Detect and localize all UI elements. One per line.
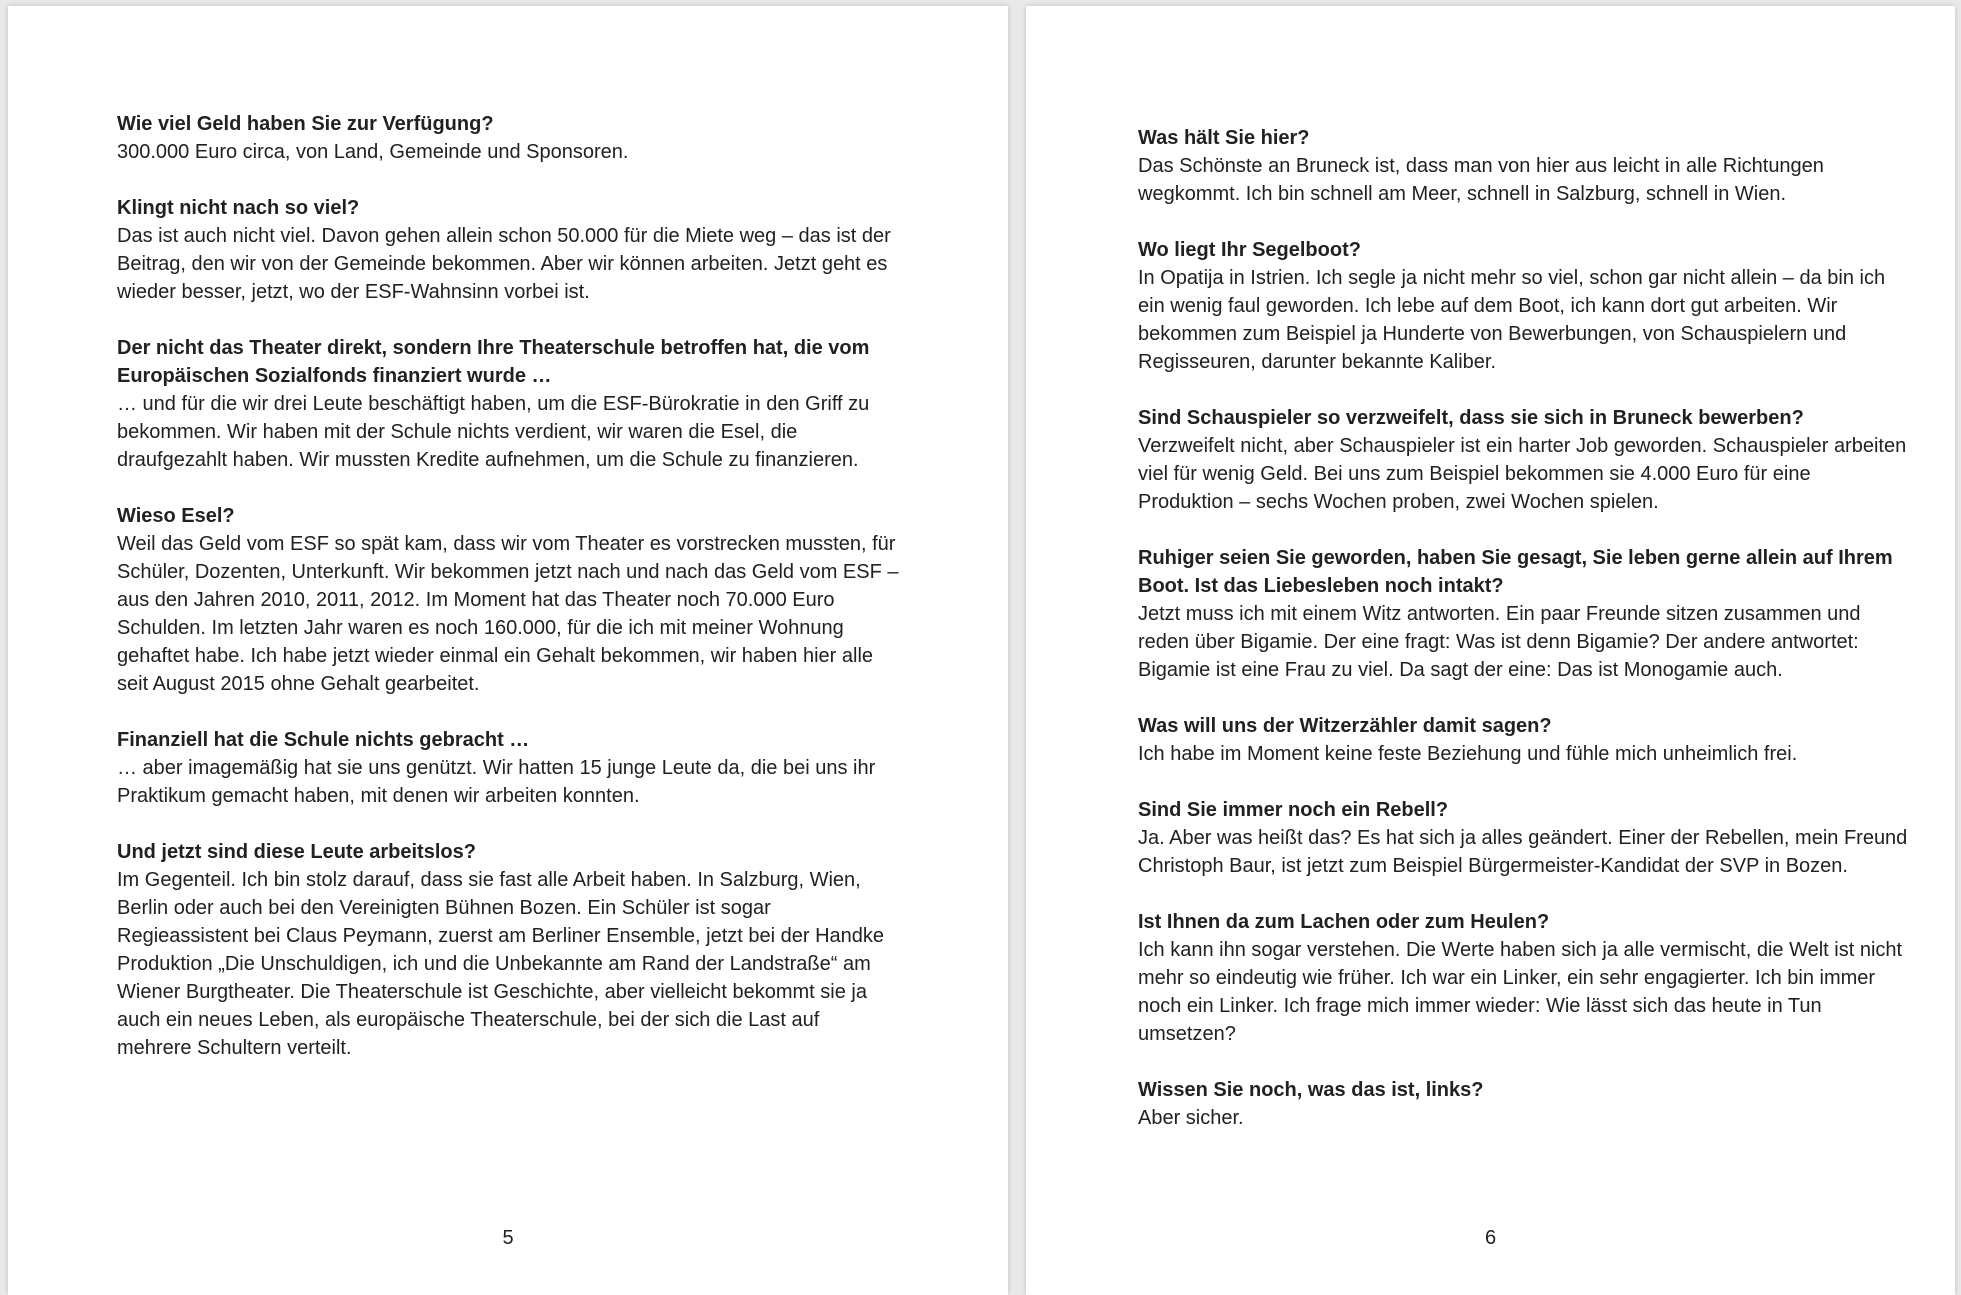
qa-block [1138,236,1910,376]
qa-block [1138,908,1910,1048]
qa-block [1138,712,1910,768]
qa-block [1138,1076,1910,1132]
interview-question: Wie viel Geld haben Sie zur Verfügung? [117,113,494,135]
page-number-5: 5 [502,1227,514,1249]
qa-block [117,726,899,810]
document-page-6 [1026,6,1955,1295]
document-page-5 [8,6,1008,1295]
qa-list-page-5 [117,110,899,1062]
interview-question: Was hält Sie hier? [1138,127,1310,149]
interview-question: Ist Ihnen da zum Lachen oder zum Heulen? [1138,911,1550,933]
interview-question: Klingt nicht nach so viel? [117,197,360,219]
interview-question: Sind Schauspieler so verzweifelt, dass sie sich in Bruneck bewerben? [1138,407,1804,429]
qa-block [1138,544,1910,684]
interview-answer: 300.000 Euro circa, von Land, Gemeinde und Sponsoren. [117,141,629,163]
qa-block [1138,796,1910,880]
interview-question: Finanziell hat die Schule nichts gebracht … [117,729,530,751]
qa-block [117,502,899,698]
interview-question: Sind Sie immer noch ein Rebell? [1138,799,1449,821]
interview-answer: Das ist auch nicht viel. Davon gehen allein schon 50.000 für die Miete weg – das ist der Beitrag, den wir von der Gemeinde bekommen. Aber wir können arbeiten. Jetzt geht es wieder besser, jetzt, wo der ESF-Wahnsinn vorbei ist. [117,225,891,303]
interview-answer: Verzweifelt nicht, aber Schauspieler ist ein harter Job geworden. Schauspieler arbeiten viel für wenig Geld. Bei uns zum Beispiel bekommen sie 4.000 Euro für eine Produktion – sechs Wochen proben, zwei Wochen spielen. [1138,435,1907,513]
interview-answer: … aber imagemäßig hat sie uns genützt. Wir hatten 15 junge Leute da, die bei uns ihr Praktikum gemacht haben, mit denen wir arbeiten konnten. [117,757,876,807]
interview-answer: Jetzt muss ich mit einem Witz antworten. Ein paar Freunde sitzen zusammen und reden über Bigamie. Der eine fragt: Was ist denn Bigamie? Der andere antwortet: Bigamie ist eine Frau zu viel. Da sagt der eine: Das ist Monogamie auch. [1138,603,1861,681]
interview-question: Was will uns der Witzerzähler damit sagen? [1138,715,1552,737]
qa-block [117,194,899,306]
interview-question: Wo liegt Ihr Segelboot? [1138,239,1361,261]
interview-answer: Ich habe im Moment keine feste Beziehung und fühle mich unheimlich frei. [1138,743,1798,765]
interview-question: Ruhiger seien Sie geworden, haben Sie gesagt, Sie leben gerne allein auf Ihrem Boot. Ist das Liebesleben noch intakt? [1138,547,1893,597]
interview-answer: In Opatija in Istrien. Ich segle ja nicht mehr so viel, schon gar nicht allein – da bin ich ein wenig faul geworden. Ich lebe auf dem Boot, ich kann dort gut arbeiten. Wir bekommen zum Beispiel ja Hunderte von Bewerbungen, von Schauspielern und Regisseuren, darunter bekannte Kaliber. [1138,267,1886,373]
interview-answer: Das Schönste an Bruneck ist, dass man von hier aus leicht in alle Richtungen wegkommt. Ich bin schnell am Meer, schnell in Salzburg, schnell in Wien. [1138,155,1824,205]
interview-question: Wieso Esel? [117,505,235,527]
interview-answer: … und für die wir drei Leute beschäftigt haben, um die ESF-Bürokratie in den Griff zu bekommen. Wir haben mit der Schule nichts verdient, wir waren die Esel, die draufgezahlt haben. Wir mussten Kredite aufnehmen, um die Schule zu finanzieren. [117,393,870,471]
interview-answer: Im Gegenteil. Ich bin stolz darauf, dass sie fast alle Arbeit haben. In Salzburg, Wien, Berlin oder auch bei den Vereinigten Bühnen Bozen. Ein Schüler ist sogar Regieassistent bei Claus Peymann, zuerst am Berliner Ensemble, jetzt bei der Handke Produktion „Die Unschuldigen, ich und die Unbekannte am Rand der Landstraße“ am Wiener Burgtheater. Die Theaterschule ist Geschichte, aber vielleicht bekommt sie ja auch ein neues Leben, als europäische Theaterschule, bei der sich die Last auf mehrere Schultern verteilt. [117,869,885,1059]
qa-block [117,110,899,166]
interview-question: Der nicht das Theater direkt, sondern Ihre Theaterschule betroffen hat, die vom Europäischen Sozialfonds finanziert wurde … [117,337,870,387]
interview-answer: Aber sicher. [1138,1107,1244,1129]
interview-answer: Ich kann ihn sogar verstehen. Die Werte haben sich ja alle vermischt, die Welt ist nicht mehr so eindeutig wie früher. Ich war ein Linker, ein sehr engagierter. Ich bin immer noch ein Linker. Ich frage mich immer wieder: Wie lässt sich das heute in Tun umsetzen? [1138,939,1903,1045]
page-number-6: 6 [1484,1227,1497,1249]
interview-question: Und jetzt sind diese Leute arbeitslos? [117,841,476,863]
interview-answer: Weil das Geld vom ESF so spät kam, dass wir vom Theater es vorstrecken mussten, für Schüler, Dozenten, Unterkunft. Wir bekommen jetzt nach und nach das Geld vom ESF – aus den Jahren 2010, 2011, 2012. Im Moment hat das Theater noch 70.000 Euro Schulden. Im letzten Jahr waren es noch 160.000, für die ich mit meiner Wohnung gehaftet habe. Ich habe jetzt wieder einmal ein Gehalt bekommen, wir haben hier alle seit August 2015 ohne Gehalt gearbeitet. [117,533,899,695]
qa-block [117,838,899,1062]
qa-block [1138,124,1910,208]
qa-block [117,334,899,474]
qa-block [1138,404,1910,516]
interview-answer: Ja. Aber was heißt das? Es hat sich ja alles geändert. Einer der Rebellen, mein Freund Christoph Baur, ist jetzt zum Beispiel Bürgermeister-Kandidat der SVP in Bozen. [1138,827,1908,877]
qa-list-page-6 [1138,124,1910,1132]
interview-question: Wissen Sie noch, was das ist, links? [1138,1079,1484,1101]
